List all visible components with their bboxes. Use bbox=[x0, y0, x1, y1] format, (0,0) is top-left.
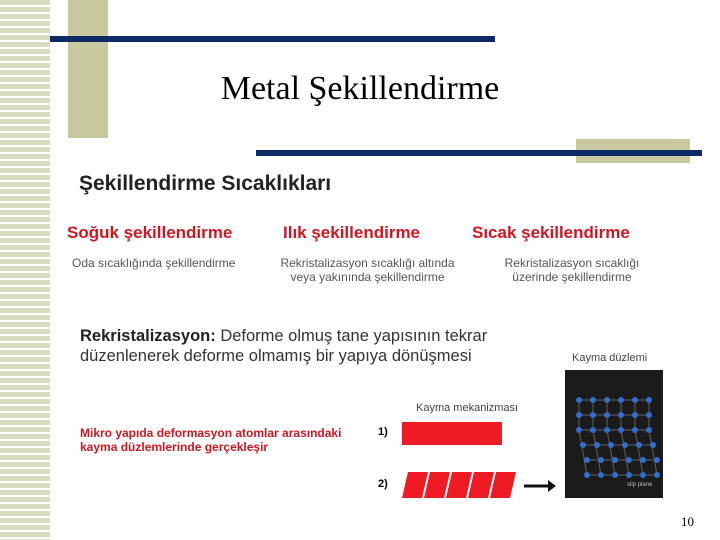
atom bbox=[604, 427, 610, 433]
column-desc-hot: Rekristalizasyon sıcaklığı üzerinde şekillendirme bbox=[504, 256, 640, 284]
step2-slipped-blocks bbox=[398, 468, 558, 500]
atom bbox=[594, 442, 600, 448]
slipped-block bbox=[446, 472, 472, 498]
atom bbox=[618, 412, 624, 418]
atom bbox=[584, 457, 590, 463]
atom bbox=[612, 457, 618, 463]
column-title-hot: Sıcak şekillendirme bbox=[472, 223, 630, 242]
atom bbox=[636, 442, 642, 448]
mechanism-label: Kayma mekanizması bbox=[416, 402, 519, 414]
slipped-block bbox=[468, 472, 494, 498]
rekristalizasyon-term: Rekristalizasyon: bbox=[80, 327, 216, 345]
atom bbox=[590, 427, 596, 433]
slipped-block bbox=[424, 472, 450, 498]
atom bbox=[612, 472, 618, 478]
atom bbox=[590, 412, 596, 418]
olive-block-top bbox=[68, 0, 108, 138]
atom bbox=[626, 472, 632, 478]
atom bbox=[618, 397, 624, 403]
atom bbox=[622, 442, 628, 448]
column-title-warm: Ilık şekillendirme bbox=[283, 223, 421, 242]
atom bbox=[646, 412, 652, 418]
atom bbox=[584, 472, 590, 478]
atom bbox=[608, 442, 614, 448]
slip-image-label: Kayma düzlemi bbox=[572, 352, 648, 364]
atom bbox=[590, 397, 596, 403]
slipped-block bbox=[402, 472, 428, 498]
rekristalizasyon-definition: Deforme olmuş tane yapısının tekrar düzenlenerek deforme olmamış bir yapıya dönüşmesi bbox=[80, 327, 488, 365]
atom bbox=[632, 412, 638, 418]
rekristalizasyon-text bbox=[80, 326, 550, 366]
column-title-cold: Soğuk şekillendirme bbox=[67, 223, 233, 242]
atom bbox=[626, 457, 632, 463]
content-heading: Şekillendirme Sıcaklıkları bbox=[79, 172, 332, 195]
column-desc-warm: Rekristalizasyon sıcaklığı altında veya yakınında şekillendirme bbox=[280, 256, 455, 284]
atom bbox=[632, 397, 638, 403]
atom bbox=[646, 397, 652, 403]
atom bbox=[576, 397, 582, 403]
step2-label: 2) bbox=[378, 478, 388, 490]
atom bbox=[618, 427, 624, 433]
atom bbox=[580, 442, 586, 448]
atom bbox=[640, 457, 646, 463]
page-number: 10 bbox=[681, 514, 694, 529]
arrow-head bbox=[548, 480, 556, 492]
atom bbox=[646, 427, 652, 433]
slip-plane-caption: slip plane bbox=[627, 482, 653, 488]
step1-red-block bbox=[402, 422, 502, 445]
step1-label: 1) bbox=[378, 426, 388, 438]
navy-line-top bbox=[50, 36, 495, 42]
column-desc-cold: Oda sıcaklığında şekillendirme bbox=[72, 256, 236, 270]
atom bbox=[654, 472, 660, 478]
mikro-text: Mikro yapıda deformasyon atomlar arasındaki kayma düzlemlerinde gerçekleşir bbox=[80, 426, 342, 454]
atom bbox=[650, 442, 656, 448]
navy-line-right bbox=[256, 150, 702, 156]
atom bbox=[598, 457, 604, 463]
atom bbox=[654, 457, 660, 463]
atom bbox=[604, 397, 610, 403]
atom bbox=[640, 472, 646, 478]
slip-plane-image bbox=[565, 370, 663, 498]
atom bbox=[576, 427, 582, 433]
slipped-block bbox=[490, 472, 516, 498]
slide-title: Metal Şekillendirme bbox=[220, 70, 500, 107]
atom bbox=[598, 472, 604, 478]
atom bbox=[632, 427, 638, 433]
atom bbox=[576, 412, 582, 418]
atom bbox=[604, 412, 610, 418]
